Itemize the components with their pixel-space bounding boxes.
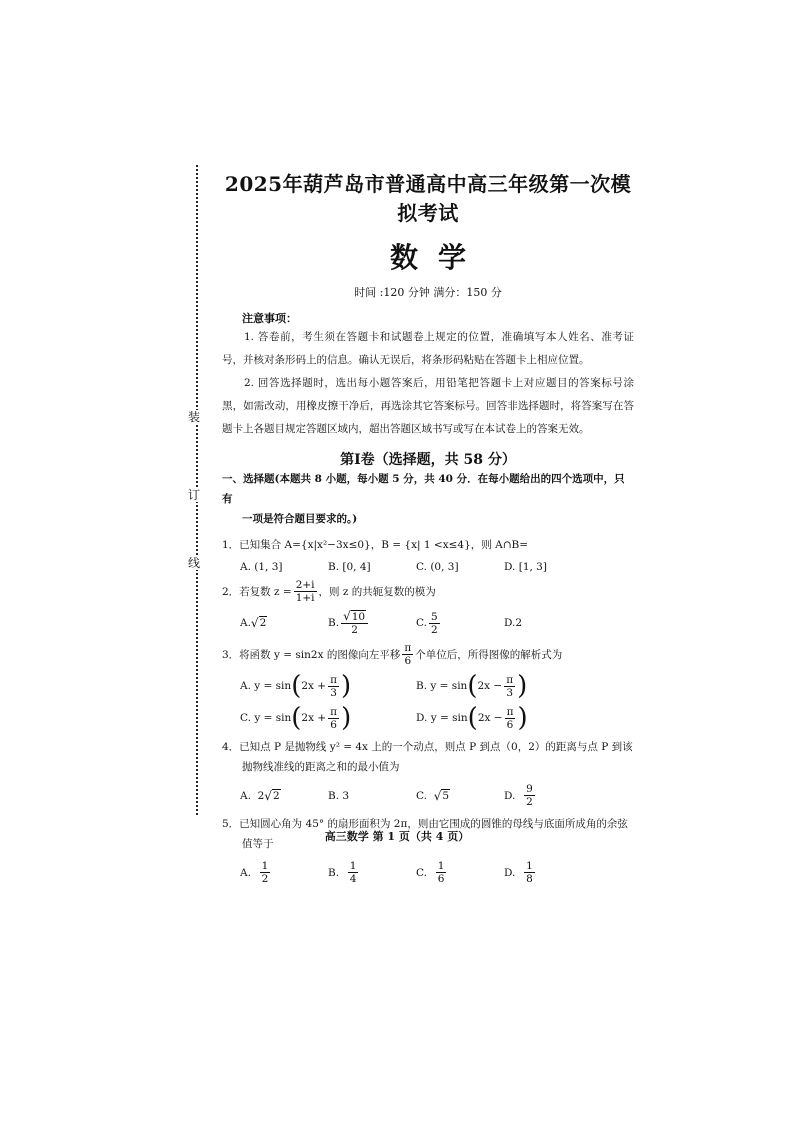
q3-c-fraction (328, 706, 339, 731)
q5-option-a (240, 860, 328, 885)
q3-frac-num: π (404, 642, 412, 654)
q5-b-den: 4 (349, 873, 357, 885)
section-title: 第Ⅰ卷（选择题，共 58 分） (340, 452, 516, 468)
q3-b-num: π (506, 673, 514, 686)
notes-item-1: 1. 答卷前，考生须在答题卡和试题卷上规定的位置，准确填写本人姓名、准考证号，并核对条形码上的信息。确认无误后，将条形码粘贴在答题卡上相应位置。 (222, 331, 634, 366)
q3-a-label: A. (240, 680, 251, 692)
q4-option-a (240, 789, 328, 803)
q2-frac-den: 1+i (295, 592, 315, 604)
q3-c-den: 6 (330, 718, 337, 731)
q5-c-fraction (436, 860, 447, 885)
exam-title: 2025年葫芦岛市普通高中高三年级第一次模拟考试 (224, 172, 632, 225)
q3-stem-post: 个单位后，所得图像的解析式为 (415, 648, 563, 661)
q3-option-b: B. y = sin ( 2x − $\frac{\pi}{3}$ ) (416, 671, 528, 701)
q5-stem-line1: 5．已知圆心角为 45° 的扇形面积为 2π，则由它围成的圆锥的母线与底面所成角的余弦 (222, 818, 628, 830)
q3-a-fraction (328, 674, 339, 699)
binding-char-xian: 线 (188, 556, 201, 570)
q3-frac-den: 6 (404, 655, 412, 667)
q5-option-b (328, 860, 416, 885)
q5-c-den: 6 (437, 873, 445, 885)
question-4-options (240, 783, 634, 808)
q5-c-label: C. (416, 866, 427, 879)
q4-stem-line1: 4．已知点 P 是抛物线 y² = 4x 上的一个动点，则点 P 到点（0，2）的距离与点 P 到该 (222, 741, 633, 753)
part-instructions-line2: 一项是符合题目要求的。) (242, 513, 358, 525)
binding-char-zhuang: 装 (188, 410, 201, 424)
q5-d-fraction (524, 860, 535, 885)
q3-option-c: C. y = sin ( 2x + $\frac{\pi}{6}$ ) (240, 703, 352, 733)
q4-c-label: C. (416, 789, 427, 802)
question-1-stem: 1．已知集合 A={x|x²−3x≤0}，B = {x| 1 <x≤4}，则 A∩B= (222, 539, 529, 551)
question-4-stem (222, 737, 634, 777)
q5-option-c (416, 860, 504, 885)
q2-c-fraction (429, 611, 440, 636)
sqrt-icon: √ 5 (433, 788, 450, 803)
q1-option-b: B. [0, 4] (328, 561, 371, 573)
q3-a-inner: 2x + (301, 680, 327, 692)
q3-c-expr: y = sin (254, 712, 292, 724)
q5-d-label: D. (504, 866, 516, 879)
q3-d-inner: 2x − (477, 712, 503, 724)
q3-stem-pre: 3．将函数 y = sin2x 的图像向左平移 (222, 648, 401, 661)
q5-a-den: 2 (261, 873, 269, 885)
q2-c-den: 2 (431, 623, 438, 636)
q3-b-fraction (504, 674, 515, 699)
q4-stem-line2: 抛物线准线的距离之和的最小值为 (242, 761, 400, 773)
q2-option-b (328, 610, 416, 636)
q2-frac-num: 2+i (295, 579, 315, 591)
q3-c-inner: 2x + (301, 712, 327, 724)
q5-a-fraction (260, 860, 271, 885)
q2-b-radicand: 10 (351, 611, 366, 623)
q2-b-num (341, 610, 368, 624)
exam-page (222, 160, 634, 885)
q2-a-label: A. (240, 617, 251, 629)
q2-b-label: B. (328, 617, 340, 629)
q2-stem-pre: 2．若复数 z = (222, 585, 292, 598)
q3-option-a: A. y = sin ( 2x + $\frac{\pi}{3}$ ) (240, 671, 352, 701)
q5-option-d (504, 860, 592, 885)
q1-option-a: A. (1, 3] (240, 561, 283, 573)
notes-item-2: 2. 回答选择题时，选出每小题答案后，用铅笔把答题卡上对应题目的答案标号涂黑，如需改动，用橡皮擦干净后，再选涂其它答案标号。回答非选择题时，将答案写在答题卡上各题目规定答题区域内，超出答题区域书写或写在本试卷上的答案无效。 (222, 377, 634, 435)
question-5-options (240, 860, 634, 885)
q3-a-expr: y = sin (254, 680, 292, 692)
q3-b-den: 3 (506, 686, 514, 699)
q5-d-num: 1 (526, 860, 533, 872)
q1-option-c: C. (0, 3] (416, 561, 459, 573)
q3-d-fraction (505, 706, 516, 731)
q2-option-d: D.2 (504, 617, 523, 629)
binding-char-ding: 订 (188, 488, 201, 502)
q5-b-fraction (348, 860, 359, 885)
q4-option-b: B. 3 (328, 789, 350, 802)
q3-d-num: π (506, 705, 514, 718)
question-1-options (240, 561, 634, 573)
q2-b-fraction (341, 610, 368, 636)
q3-a-num: π (330, 673, 337, 686)
notes-title: 注意事项： (242, 312, 297, 325)
q5-b-num: 1 (349, 860, 357, 872)
q4-option-d (504, 783, 592, 808)
q3-a-den: 3 (330, 686, 337, 699)
q4-d-label: D. (504, 789, 516, 802)
q2-b-den: 2 (351, 624, 358, 636)
q2-c-label: C. (416, 617, 427, 629)
q5-a-label: A. (240, 866, 251, 879)
q5-c-num: 1 (437, 860, 445, 872)
q4-option-c (416, 789, 504, 803)
q3-option-d: D. y = sin ( 2x − $\frac{\pi}{6}$ ) (416, 703, 528, 733)
page-footer: 高三数学 第 1 页（共 4 页） (324, 830, 470, 843)
sqrt-icon: √ 2 (250, 616, 267, 630)
subject-title: 数学 (389, 241, 486, 274)
q4-a-label: A. (240, 789, 251, 802)
q4-a-coef: 2 (257, 789, 265, 802)
q4-c-radicand: 5 (442, 789, 450, 802)
q3-d-label: D. (416, 712, 428, 724)
q3-d-expr: y = sin (430, 712, 468, 724)
time-info: 时间 :120 分钟 满分：150 分 (354, 286, 502, 299)
q2-stem-post: ，则 z 的共轭复数的模为 (318, 585, 436, 598)
sqrt-icon: √ 2 (264, 788, 280, 803)
q5-d-den: 8 (526, 873, 533, 885)
q4-a-radicand: 2 (272, 789, 280, 802)
q4-d-fraction (524, 783, 535, 808)
question-3-options-row1 (240, 673, 634, 699)
question-3-options-row2 (240, 705, 634, 731)
q4-d-num: 9 (526, 783, 533, 795)
q3-c-num: π (330, 705, 338, 718)
q2-option-c (416, 611, 504, 636)
q2-option-a (240, 616, 328, 630)
q1-option-d: D. [1, 3] (504, 561, 547, 573)
q5-b-label: B. (328, 866, 340, 879)
question-2-stem (222, 579, 436, 604)
q3-d-den: 6 (506, 718, 514, 731)
part-instructions (222, 469, 634, 529)
question-3-stem (222, 642, 562, 667)
q2-c-num: 5 (431, 610, 438, 623)
q3-b-inner: 2x − (477, 680, 503, 692)
q5-a-num: 1 (261, 860, 269, 872)
q3-fraction (402, 642, 413, 667)
question-2-options (240, 610, 634, 636)
q5-stem-line2: 值等于 (242, 838, 274, 850)
q4-d-den: 2 (526, 796, 533, 808)
q3-b-expr: y = sin (430, 680, 468, 692)
q2-fraction (294, 579, 317, 604)
q3-b-label: B. (416, 680, 428, 692)
q3-c-label: C. (240, 712, 251, 724)
part-instructions-line1: 一、选择题(本题共 8 小题，每小题 5 分，共 40 分．在每小题给出的四个选项中，只有 (222, 473, 625, 505)
q2-a-radicand: 2 (259, 617, 267, 629)
sqrt-icon: √ 10 (343, 609, 366, 623)
